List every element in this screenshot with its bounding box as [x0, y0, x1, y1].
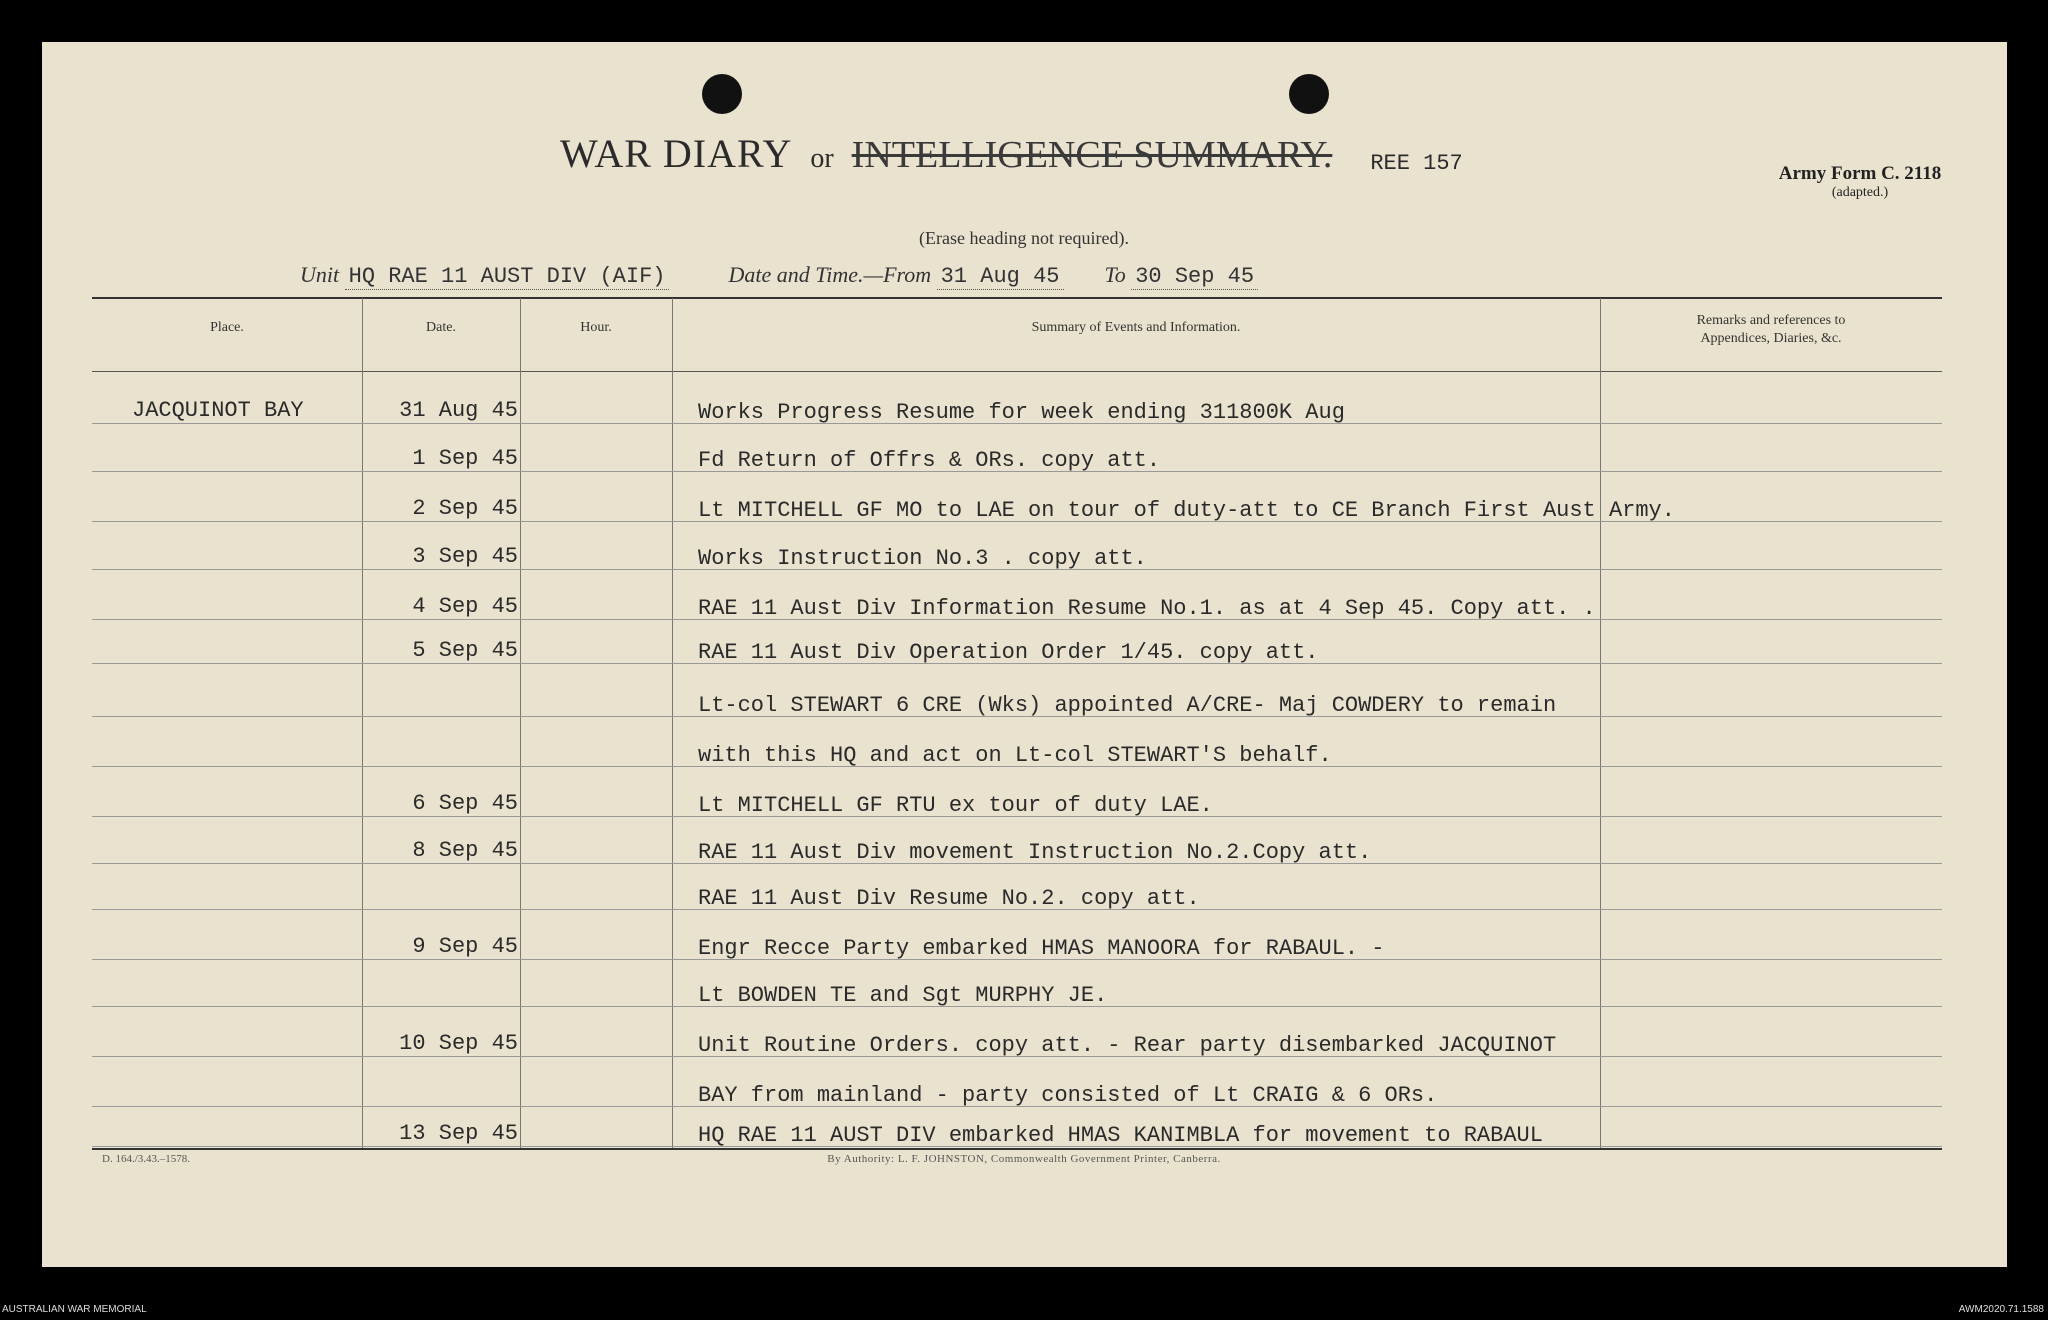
- entry-date: 5 Sep 45: [412, 638, 518, 663]
- punch-hole-right: [1289, 74, 1329, 114]
- entry-summary: Lt BOWDEN TE and Sgt MURPHY JE.: [698, 983, 1108, 1008]
- column-divider: [362, 298, 363, 1148]
- army-form-number: [1740, 163, 1980, 201]
- entry-summary: Unit Routine Orders. copy att. - Rear party disembarked JACQUINOT: [698, 1033, 1557, 1058]
- entry-date: 2 Sep 45: [412, 496, 518, 521]
- credit-right: AWM2020.71.1588: [1958, 1304, 2044, 1315]
- entry-summary: Works Instruction No.3 . copy att.: [698, 546, 1147, 571]
- entry-summary: Lt MITCHELL GF RTU ex tour of duty LAE.: [698, 793, 1213, 818]
- date-to-label: To: [1104, 262, 1126, 287]
- entry-summary: RAE 11 Aust Div Operation Order 1/45. copy att.: [698, 640, 1319, 665]
- unit-line: [300, 262, 1258, 289]
- entry-place: JACQUINOT BAY: [132, 398, 304, 423]
- column-divider: [520, 298, 521, 1148]
- table-bottom-rule: [92, 1148, 1942, 1150]
- printer-authority: By Authority: L. F. JOHNSTON, Commonwealth Government Printer, Canberra.: [827, 1153, 1221, 1165]
- table-header-rule: [92, 371, 1942, 372]
- document-title: [560, 130, 1700, 177]
- entry-date: 1 Sep 45: [412, 446, 518, 471]
- entry-summary: RAE 11 Aust Div movement Instruction No.2.Copy att.: [698, 840, 1372, 865]
- title-war-diary: WAR DIARY: [560, 131, 793, 176]
- date-to-value: 30 Sep 45: [1131, 264, 1258, 290]
- column-divider: [1600, 298, 1601, 1148]
- entry-summary: Lt MITCHELL GF MO to LAE on tour of duty-att to CE Branch First Aust Army.: [698, 498, 1675, 523]
- reference-number: REE 157: [1370, 150, 1463, 176]
- entry-summary: Lt-col STEWART 6 CRE (Wks) appointed A/CRE- Maj COWDERY to remain: [698, 693, 1557, 718]
- credit-left: AUSTRALIAN WAR MEMORIAL: [2, 1304, 147, 1315]
- column-header-place: Place.: [210, 320, 244, 335]
- title-struck-intelligence-summary: INTELLIGENCE SUMMARY.: [851, 134, 1333, 176]
- form-print-code: D. 164./3.43.–1578.: [102, 1153, 190, 1165]
- remarks-header-line-1: Remarks and references to: [1696, 313, 1846, 328]
- entry-date: 13 Sep 45: [399, 1121, 518, 1146]
- column-header-summary: Summary of Events and Information.: [1031, 320, 1241, 335]
- table-top-rule: [92, 297, 1942, 299]
- entry-date: 9 Sep 45: [412, 934, 518, 959]
- entry-summary: BAY from mainland - party consisted of Lt CRAIG & 6 ORs.: [698, 1083, 1438, 1108]
- date-label: Date and Time.—From: [728, 262, 932, 287]
- column-header-date: Date.: [426, 320, 456, 335]
- column-header-hour: Hour.: [580, 320, 612, 335]
- unit-label: Unit: [300, 262, 340, 287]
- punch-hole-left: [702, 74, 742, 114]
- column-header-remarks: [1600, 312, 1942, 348]
- title-or: or: [810, 143, 834, 174]
- entry-summary: RAE 11 Aust Div Resume No.2. copy att.: [698, 886, 1200, 911]
- entry-summary: Fd Return of Offrs & ORs. copy att.: [698, 448, 1161, 473]
- form-number: Army Form C. 2118: [1778, 163, 1942, 184]
- unit-value: HQ RAE 11 AUST DIV (AIF): [345, 264, 670, 290]
- remarks-header-line-2: Appendices, Diaries, &c.: [1700, 331, 1842, 346]
- entry-date: 10 Sep 45: [399, 1031, 518, 1056]
- entry-summary: with this HQ and act on Lt-col STEWART'S behalf.: [698, 743, 1332, 768]
- form-adapted: (adapted.): [1831, 185, 1889, 200]
- entry-date: 31 Aug 45: [399, 398, 518, 423]
- entry-date: 3 Sep 45: [412, 544, 518, 569]
- entry-summary: HQ RAE 11 AUST DIV embarked HMAS KANIMBLA for movement to RABAUL: [698, 1123, 1543, 1148]
- entry-summary: Engr Recce Party embarked HMAS MANOORA for RABAUL. -: [698, 936, 1385, 961]
- entry-date: 4 Sep 45: [412, 594, 518, 619]
- date-from-value: 31 Aug 45: [937, 264, 1064, 290]
- erase-note: (Erase heading not required).: [919, 228, 1129, 248]
- entry-summary: RAE 11 Aust Div Information Resume No.1. as at 4 Sep 45. Copy att. .: [698, 596, 1596, 621]
- entry-date: 6 Sep 45: [412, 791, 518, 816]
- column-divider: [672, 298, 673, 1148]
- entry-summary: Works Progress Resume for week ending 311800K Aug: [698, 400, 1345, 425]
- entry-date: 8 Sep 45: [412, 838, 518, 863]
